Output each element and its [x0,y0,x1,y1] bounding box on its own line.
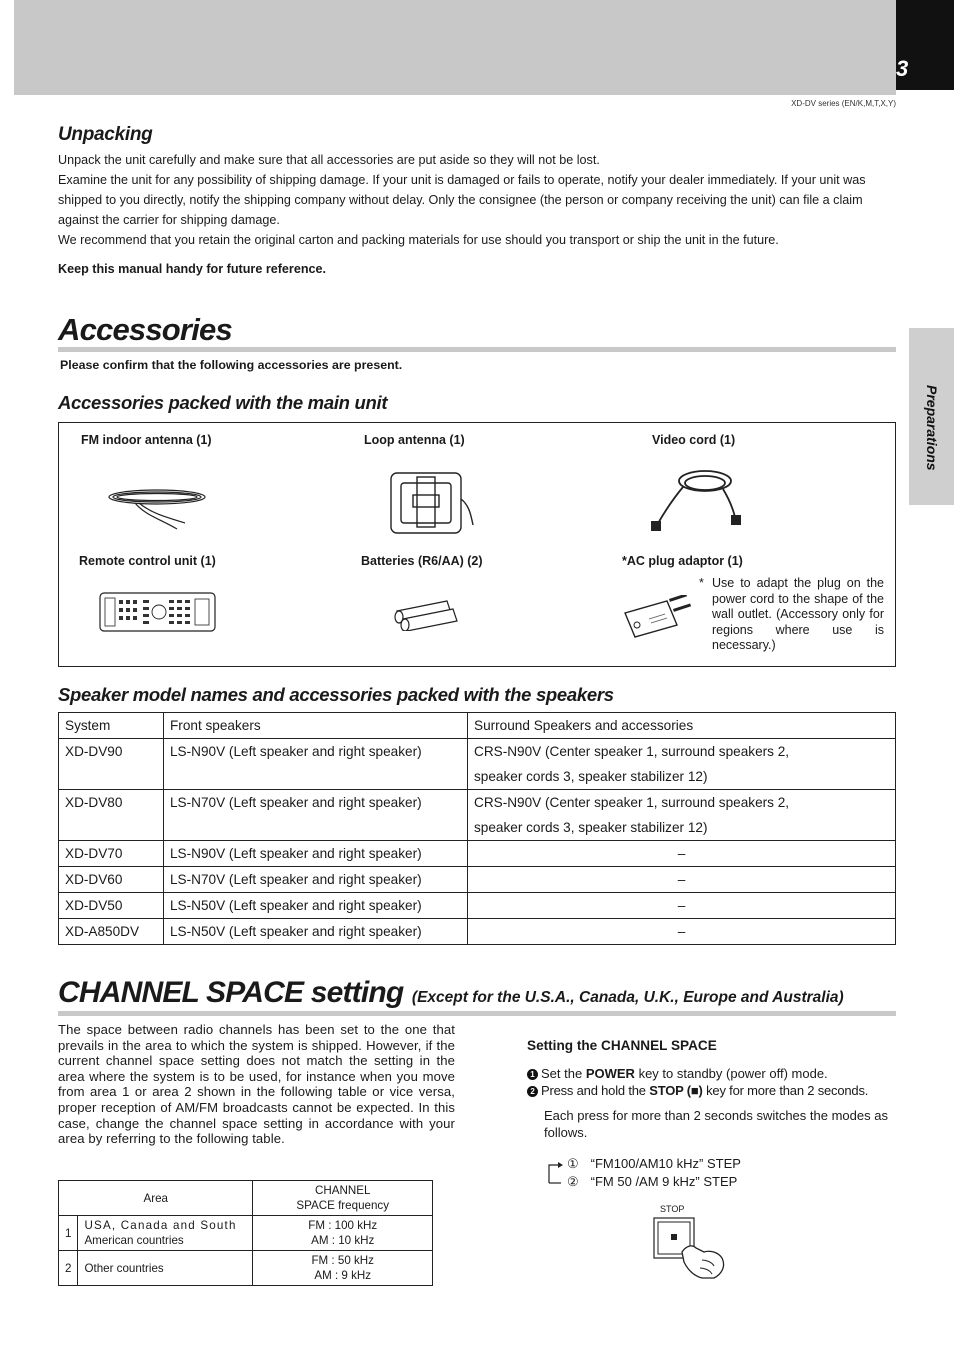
row-area-line2: American countries [84,1234,184,1247]
keep-manual-note: Keep this manual handy for future reference. [58,262,327,276]
accessories-confirm: Please confirm that the following accessories are present. [60,358,403,372]
ac-note: Use to adapt the plug on the power cord to the shape of the wall outlet. (Accessory only for regions where use is necessary.) [712,576,884,652]
row-system: XD-DV60 [59,867,164,893]
batteries-label: Batteries (R6/AA) (2) [361,554,483,568]
row-front: LS-N70V (Left speaker and right speaker) [164,790,468,841]
table-row [59,739,896,790]
main-unit-title: Accessories packed with the main unit [58,392,388,413]
unpacking-section [58,124,152,146]
step-1 [527,1066,899,1083]
step-1-post: key to standby (power off) mode. [638,1066,828,1081]
accessories-rule [58,347,896,352]
stop-button-icon [652,1216,728,1282]
main-unit-heading [58,392,387,414]
row-area-line1: USA, Canada and South [84,1219,237,1232]
loop-antenna-label: Loop antenna (1) [364,433,465,447]
row-surround: – [468,893,896,919]
channel-subtitle: (Except for the U.S.A., Canada, U.K., Europe and Australia) [411,989,844,1006]
row-system: XD-DV90 [59,739,164,790]
mode-2-label: “FM 50 /AM 9 kHz” STEP [590,1174,738,1189]
unpacking-p1: Unpack the unit carefully and make sure that all accessories are put aside so they will not be lost. [58,153,600,167]
table-row [59,867,896,893]
row-area [78,1216,253,1251]
power-key-label: POWER [585,1066,635,1081]
header-surround: Surround Speakers and accessories [468,713,896,739]
fm-antenna-icon [105,481,215,533]
ac-plug-label: *AC plug adaptor (1) [622,554,743,568]
header-frequency [253,1181,433,1216]
accessories-heading [58,312,232,348]
loop-antenna-icon [387,469,477,539]
row-surround-line1: CRS-N90V (Center speaker 1, surround speakers 2, [474,744,790,759]
row-surround [468,790,896,841]
row-number: 1 [59,1216,78,1251]
row-system: XD-DV50 [59,893,164,919]
row-surround-line2: speaker cords 3, speaker stabilizer 12) [474,820,708,835]
batteries-icon [389,597,463,631]
table-header-row [59,713,896,739]
channel-title: CHANNEL SPACE setting [58,976,404,1009]
step-1-number: 1 [527,1069,538,1080]
fm-antenna-label: FM indoor antenna (1) [81,433,212,447]
stop-label: STOP [660,1204,685,1214]
row-fm: FM : 50 kHz [311,1254,374,1267]
row-system: XD-DV80 [59,790,164,841]
row-surround: – [468,867,896,893]
setting-steps [527,1066,899,1099]
step-2-post: key for more than 2 seconds. [706,1082,869,1098]
row-area: Other countries [78,1251,253,1286]
table-row [59,790,896,841]
each-press-note: Each press for more than 2 seconds switches the modes as follows. [544,1108,888,1140]
mode-1-label: “FM100/AM10 kHz” STEP [590,1156,741,1171]
accessories-title: Accessories [58,312,232,347]
stop-key-label: STOP (■) [649,1082,703,1098]
row-frequency [253,1251,433,1286]
video-cord-label: Video cord (1) [652,433,736,447]
channel-heading [58,976,844,1010]
mode-2-number: ② [567,1174,579,1189]
mode-2 [567,1174,737,1191]
row-front: LS-N90V (Left speaker and right speaker) [164,739,468,790]
row-front: LS-N50V (Left speaker and right speaker) [164,919,468,945]
row-number: 2 [59,1251,78,1286]
row-front: LS-N50V (Left speaker and right speaker) [164,893,468,919]
page-number: 3 [896,56,909,81]
speakers-table [58,712,896,945]
unpacking-title: Unpacking [58,124,153,145]
speakers-title: Speaker model names and accessories packed with the speakers [58,684,614,705]
mode-1 [567,1156,741,1173]
header-frequency-line2: SPACE frequency [296,1199,390,1212]
row-front: LS-N70V (Left speaker and right speaker) [164,867,468,893]
row-fm: FM : 100 kHz [308,1219,378,1232]
setting-title: Setting the CHANNEL SPACE [527,1038,717,1053]
mode-1-number: ① [567,1156,579,1171]
step-2 [527,1083,899,1100]
remote-control-icon [99,591,217,633]
row-system: XD-A850DV [59,919,164,945]
header-area: Area [59,1181,253,1216]
video-cord-icon [647,465,743,535]
speakers-heading [58,684,614,706]
row-front: LS-N90V (Left speaker and right speaker) [164,841,468,867]
row-surround-line1: CRS-N90V (Center speaker 1, surround speakers 2, [474,795,790,810]
channel-table [58,1180,433,1286]
row-am: AM : 9 kHz [314,1269,372,1282]
header-front: Front speakers [164,713,468,739]
row-system: XD-DV70 [59,841,164,867]
ac-plug-adaptor-icon [621,595,693,643]
row-frequency [253,1216,433,1251]
step-2-pre: Press and hold the [541,1082,646,1098]
header-system: System [59,713,164,739]
table-row [59,841,896,867]
cycle-arrow-icon [546,1159,566,1185]
step-1-pre: Set the [541,1066,583,1081]
row-surround-line2: speaker cords 3, speaker stabilizer 12) [474,769,708,784]
unpacking-p3: We recommend that you retain the original carton and packing materials for use should you transport or ship the unit in the future. [58,233,779,247]
remote-control-label: Remote control unit (1) [79,554,216,568]
table-row [59,1216,433,1251]
unpacking-p2: Examine the unit for any possibility of shipping damage. If your unit is damaged or fails to operate, notify your dealer immediately. If your unit was shipped to you directly, notify the shipping company without delay. Only the consignee (the person or company receiving the unit) can file a claim against the carrier for shipping damage. [58,173,866,227]
row-surround: – [468,919,896,945]
header-frequency-line1: CHANNEL [315,1184,371,1197]
table-row [59,1251,433,1286]
series-label: XD-DV series (EN/K,M,T,X,Y) [791,99,896,108]
accessories-box [58,422,896,667]
row-surround [468,739,896,790]
table-row [59,919,896,945]
row-am: AM : 10 kHz [311,1234,375,1247]
channel-description: The space between radio channels has been set to the one that prevails in the area to which the system is shipped. However, if the current channel space setting does not match the setting in the area where the system is to be used, for instance when you move from area 1 or area 2 shown in the following table or vice versa, proper reception of AM/FM broadcasts cannot be expected. In this case, change the channel space setting in accordance with your area by referring to the following table. [58,1022,455,1147]
channel-table-header [59,1181,433,1216]
channel-rule [58,1011,896,1016]
header-band [14,0,896,95]
unpacking-text [58,150,896,250]
table-row [59,893,896,919]
ac-note-star: * [699,576,704,590]
row-surround: – [468,841,896,867]
step-2-number: 2 [527,1086,538,1097]
side-tab-label: Preparations [924,385,940,471]
